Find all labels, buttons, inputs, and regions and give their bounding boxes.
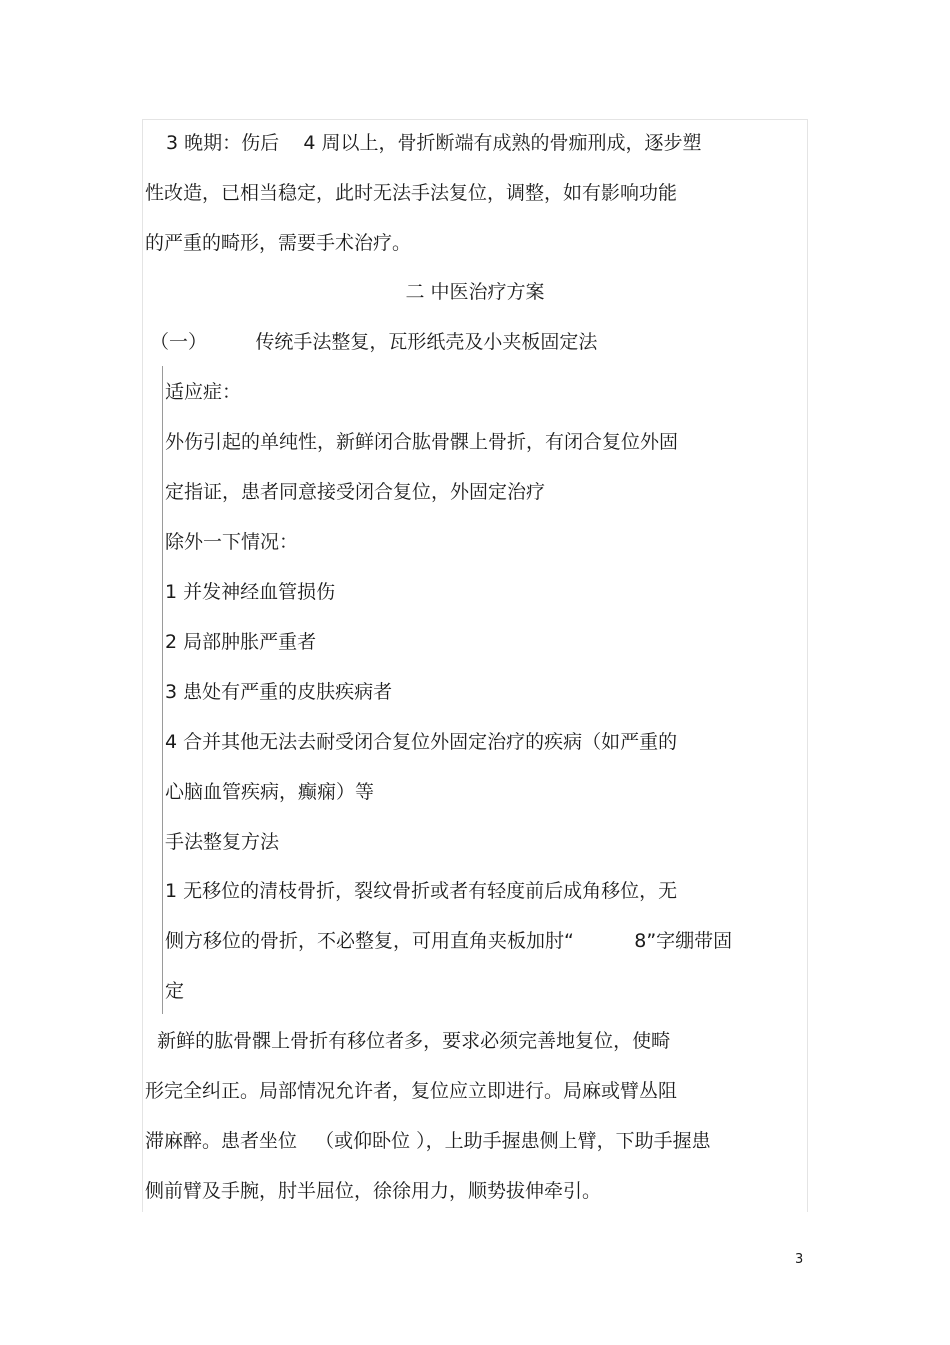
section-heading: 二 中医治疗方案 <box>405 281 545 303</box>
indications-line: 除外一下情况： <box>165 531 299 553</box>
indications-line: 外伤引起的单纯性，新鲜闭合肱骨髁上骨折，有闭合复位外固 <box>165 431 679 453</box>
late-stage-line-2: 性改造，已相当稳定，此时无法手法复位，调整，如有影响功能 <box>145 182 678 204</box>
indications-line: 侧方移位的骨折，不必整复，可用直角夹板加肘“ 8”字绷带固 <box>165 930 733 952</box>
indications-line: 2 局部肿胀严重者 <box>165 631 317 653</box>
late-stage-line-1: 3 晚期：伤后 4 周以上，骨折断端有成熟的骨痂刑成，逐步塑 <box>160 132 702 154</box>
reduction-line: 滞麻醉。患者坐位 （或仰卧位 ），上助手握患侧上臂，下助手握患 <box>145 1130 711 1152</box>
indications-line: 1 无移位的清枝骨折，裂纹骨折或者有轻度前后成角移位，无 <box>165 880 678 902</box>
indications-line: 心脑血管疾病，癫痫）等 <box>165 781 375 803</box>
reduction-line: 新鲜的肱骨髁上骨折有移位者多，要求必须完善地复位，使畸 <box>145 1030 671 1052</box>
page-number: 3 <box>795 1252 804 1267</box>
indications-line: 3 患处有严重的皮肤疾病者 <box>165 681 393 703</box>
reduction-line: 侧前臂及手腕，肘半屈位，徐徐用力，顺势拔伸牵引。 <box>145 1180 602 1202</box>
indications-line: 适应症： <box>165 381 242 403</box>
indications-line: 定 <box>165 980 185 1002</box>
indications-line: 手法整复方法 <box>165 831 280 853</box>
indications-line: 4 合并其他无法去耐受闭合复位外固定治疗的疾病（如严重的 <box>165 731 678 753</box>
indent-rule <box>162 366 163 1014</box>
indications-line: 定指证，患者同意接受闭合复位，外固定治疗 <box>165 481 546 503</box>
reduction-line: 形完全纠正。局部情况允许者，复位应立即进行。局麻或臂丛阻 <box>145 1080 678 1102</box>
page-frame-top <box>142 119 808 120</box>
indications-line: 1 并发神经血管损伤 <box>165 581 336 603</box>
subsection-heading: （一） 传统手法整复，瓦形纸壳及小夹板固定法 <box>150 331 598 353</box>
late-stage-line-3: 的严重的畸形，需要手术治疗。 <box>145 232 412 254</box>
